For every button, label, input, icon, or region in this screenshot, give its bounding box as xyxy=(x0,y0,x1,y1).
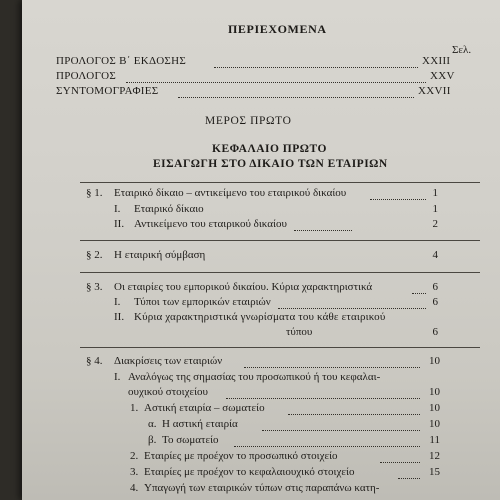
entry-page: 10 xyxy=(429,402,440,414)
entry-text: Αστική εταιρία – σωματείο xyxy=(144,402,265,414)
entry-text: Οι εταιρίες του εμπορικού δικαίου. Κύρια χαρακτηριστικά xyxy=(114,281,373,293)
entry-page: 6 xyxy=(432,281,438,293)
dot-leader xyxy=(244,367,420,368)
section-rule xyxy=(80,240,480,241)
entry-number: Ι. xyxy=(114,203,121,215)
front-matter-page-2: XXV xyxy=(430,70,455,82)
entry-number: 1. xyxy=(130,402,139,414)
entry-page: 12 xyxy=(429,450,440,462)
entry-text-continued: ουχικού στοιχείου xyxy=(128,386,209,398)
dot-leader xyxy=(178,97,414,98)
dot-leader xyxy=(278,308,426,309)
entry-text: Εταιρίες με προέχον το κεφαλαιουχικό στοιχείο xyxy=(144,466,355,478)
entry-number: β. xyxy=(148,434,157,446)
page-column-label: Σελ. xyxy=(452,44,472,56)
entry-page: 2 xyxy=(432,218,438,230)
entry-page: 1 xyxy=(432,203,438,215)
dot-leader xyxy=(288,414,420,415)
entry-text: Τύποι των εμπορικών εταιριών xyxy=(134,296,271,308)
entry-number: ΙΙ. xyxy=(114,311,125,323)
dot-leader xyxy=(234,446,420,447)
chapter-title: ΚΕΦΑΛΑΙΟ ΠΡΩΤΟ xyxy=(212,143,327,155)
entry-text: Κύρια χαρακτηριστικά γνωρίσματα του κάθε εταιρικού xyxy=(134,311,386,323)
chapter-subtitle: ΕΙΣΑΓΩΓΗ ΣΤΟ ΔΙΚΑΙΟ ΤΩΝ ΕΤΑΙΡΙΩΝ xyxy=(153,158,388,170)
section-rule xyxy=(80,182,480,183)
section-rule xyxy=(80,272,480,273)
dot-leader xyxy=(126,82,426,83)
entry-page: 10 xyxy=(429,355,440,367)
dot-leader xyxy=(370,199,426,200)
entry-text: Η εταιρική σύμβαση xyxy=(114,249,206,261)
dot-leader xyxy=(214,67,418,68)
front-matter-label-1: ΠΡΟΛΟΓΟΣ Β΄ ΕΚΔΟΣΗΣ xyxy=(56,55,187,67)
dot-leader xyxy=(294,230,352,231)
entry-page: 6 xyxy=(432,296,438,308)
front-matter-page-3: XXVII xyxy=(418,85,451,97)
entry-number: ΙΙ. xyxy=(114,218,125,230)
entry-number: § 4. xyxy=(86,355,103,367)
entry-page: 11 xyxy=(429,434,440,446)
entry-text-continued: τύπου xyxy=(286,326,313,338)
entry-number: 2. xyxy=(130,450,139,462)
entry-text: Διακρίσεις των εταιριών xyxy=(114,355,223,367)
entry-page: 4 xyxy=(432,249,438,261)
entry-number: 4. xyxy=(130,482,139,494)
entry-number: α. xyxy=(148,418,157,430)
entry-number: 3. xyxy=(130,466,139,478)
entry-page: 15 xyxy=(429,466,440,478)
entry-text: Εταιρικό δίκαιο – αντικείμενο του εταιρικού δικαίου xyxy=(114,187,347,199)
dot-leader xyxy=(412,293,426,294)
entry-number: § 3. xyxy=(86,281,103,293)
entry-text: Εταιρικό δίκαιο xyxy=(134,203,204,215)
entry-number: Ι. xyxy=(114,296,121,308)
front-matter-label-3: ΣΥΝΤΟΜΟΓΡΑΦΙΕΣ xyxy=(56,85,159,97)
entry-text: Εταιρίες με προέχον το προσωπικό στοιχείο xyxy=(144,450,338,462)
entry-text: Υπαγωγή των εταιρικών τύπων στις παραπάνω κατη- xyxy=(144,482,380,494)
front-matter-page-1: XXIII xyxy=(422,55,451,67)
entry-number: § 1. xyxy=(86,187,103,199)
entry-number: Ι. xyxy=(114,371,121,383)
entry-page: 6 xyxy=(432,326,438,338)
entry-page: 1 xyxy=(432,187,438,199)
entry-text: Η αστική εταιρία xyxy=(162,418,238,430)
part-title: ΜΕΡΟΣ ΠΡΩΤΟ xyxy=(205,115,292,127)
dot-leader xyxy=(226,398,420,399)
toc-title: ΠΕΡΙΕΧΟΜΕΝΑ xyxy=(228,22,327,36)
document-page xyxy=(22,0,500,500)
entry-page: 10 xyxy=(429,386,440,398)
entry-text: Αναλόγως της σημασίας του προσωπικού ή του κεφαλαι- xyxy=(128,371,381,383)
dot-leader xyxy=(398,478,420,479)
dot-leader xyxy=(380,462,420,463)
entry-number: § 2. xyxy=(86,249,103,261)
entry-text: Αντικείμενο του εταιρικού δικαίου xyxy=(134,218,287,230)
dot-leader xyxy=(262,430,420,431)
entry-text: Το σωματείο xyxy=(162,434,219,446)
entry-page: 10 xyxy=(429,418,440,430)
section-rule xyxy=(80,347,480,348)
front-matter-label-2: ΠΡΟΛΟΓΟΣ xyxy=(56,70,117,82)
